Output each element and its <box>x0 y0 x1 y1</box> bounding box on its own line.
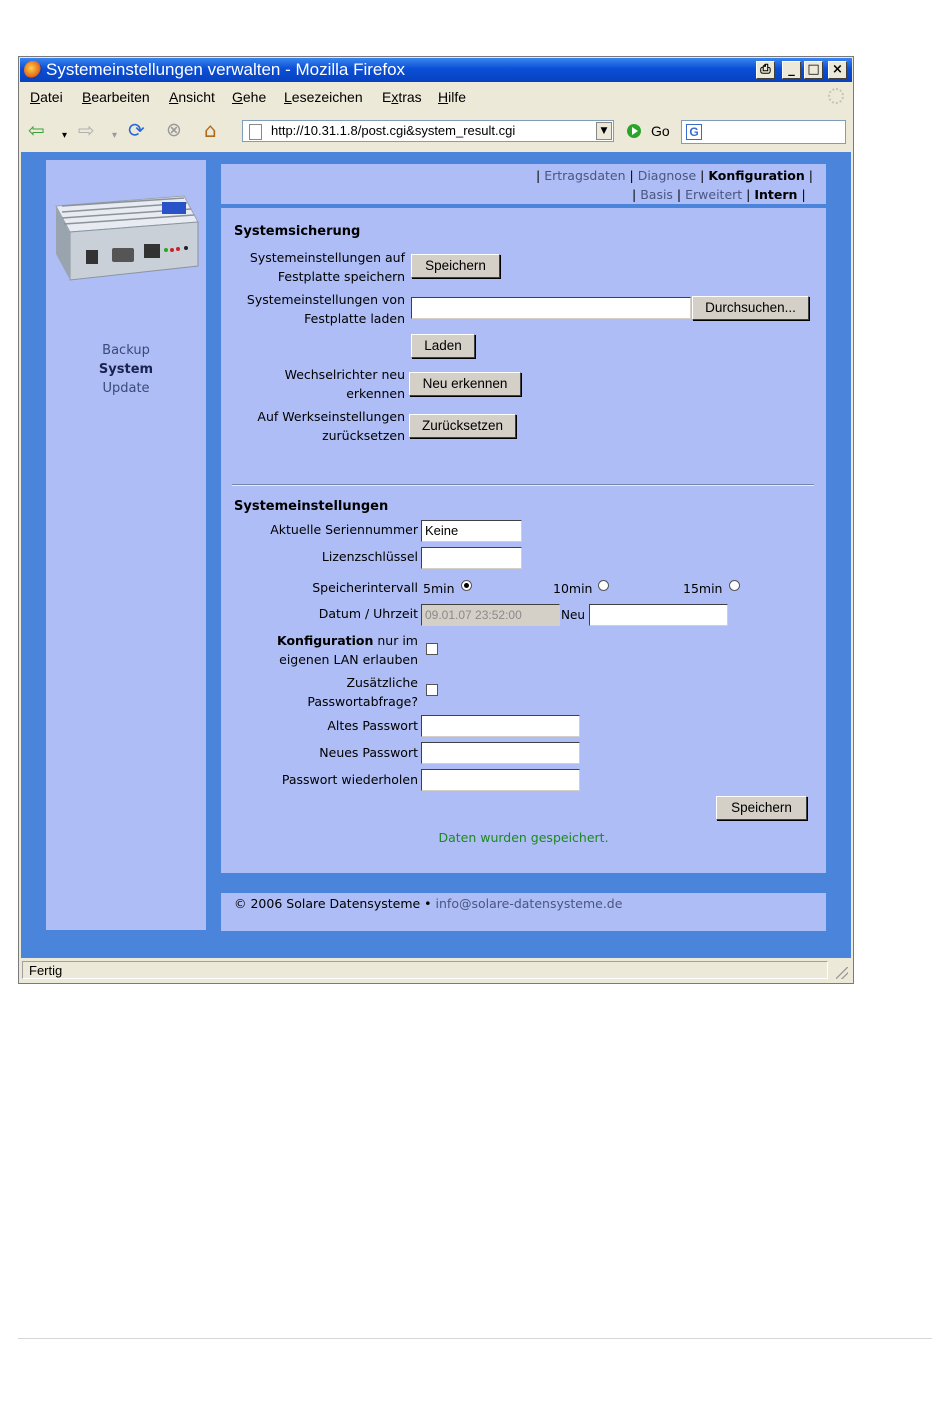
datetime-label: Datum / Uhrzeit <box>318 606 418 621</box>
footer-email-link[interactable]: info@solare-datensysteme.de <box>435 896 623 911</box>
label-line: Festplatte laden <box>304 311 405 326</box>
status-text: Fertig <box>22 961 828 979</box>
old-password-field[interactable] <box>421 715 580 737</box>
menu-bearbeiten[interactable] <box>82 89 150 105</box>
save-to-disk-label <box>220 248 405 286</box>
nav-separator: | <box>801 187 806 202</box>
repeat-password-field[interactable] <box>421 769 580 791</box>
nav-separator: | <box>676 187 682 202</box>
nav-link-diagnose[interactable]: Diagnose <box>637 168 697 183</box>
menu-lesezeichen[interactable] <box>284 89 363 105</box>
nav-separator: | <box>746 187 751 202</box>
menu-accesskey: H <box>438 89 449 105</box>
section-divider <box>232 484 814 486</box>
interval-option-5min: 5min <box>423 581 455 596</box>
copyright: © 2006 Solare Datensysteme <box>234 896 421 911</box>
save-settings-button[interactable]: Speichern <box>716 796 807 820</box>
forward-dropdown-icon[interactable]: ▾ <box>112 130 118 141</box>
search-box[interactable] <box>681 120 846 144</box>
lan-only-checkbox[interactable] <box>426 643 438 655</box>
interval-radio-10min[interactable] <box>598 580 609 591</box>
nav-link-konfiguration[interactable]: Konfiguration <box>708 168 805 183</box>
window-title: Systemeinstellungen verwalten - Mozilla Firefox <box>46 60 406 79</box>
device-image <box>52 192 200 284</box>
reload-icon[interactable]: ⟳ <box>128 118 145 142</box>
datetime-new-label: Neu <box>561 608 585 622</box>
nav-row-2 <box>632 187 806 202</box>
minimize-button[interactable]: _ <box>782 61 801 79</box>
menu-label: earbeiten <box>91 89 150 105</box>
detect-inverter-label <box>220 365 405 403</box>
load-from-disk-label <box>220 290 405 328</box>
firefox-icon <box>24 61 42 79</box>
interval-label: Speicherintervall <box>312 580 418 595</box>
serial-number-field[interactable]: Keine <box>421 520 522 542</box>
url-dropdown-icon[interactable]: ▼ <box>596 122 612 140</box>
interval-option-10min: 10min <box>553 581 593 596</box>
section-heading-systemsicherung: Systemsicherung <box>234 224 361 239</box>
go-button[interactable]: Go <box>651 123 670 139</box>
file-input[interactable] <box>411 297 691 319</box>
interval-option-15min: 15min <box>683 581 723 596</box>
label-line: erkennen <box>346 386 405 401</box>
go-icon[interactable] <box>627 124 641 138</box>
menu-accesskey: B <box>82 89 92 105</box>
menu-accesskey: G <box>232 89 243 105</box>
menu-gehe[interactable] <box>232 89 266 105</box>
menu-label: atei <box>40 89 63 105</box>
print-icon[interactable]: ⎙ <box>756 61 775 79</box>
nav-separator: | <box>536 168 541 183</box>
menu-ansicht[interactable] <box>169 89 215 105</box>
footer-text <box>234 896 622 911</box>
nav-separator: | <box>700 168 705 183</box>
new-password-label: Neues Passwort <box>319 745 418 760</box>
label-line: zurücksetzen <box>322 428 405 443</box>
menu-accesskey: L <box>284 89 292 105</box>
label-line: eigenen LAN erlauben <box>279 652 418 667</box>
label-line: Wechselrichter neu <box>284 367 405 382</box>
browse-button[interactable]: Durchsuchen... <box>692 296 809 320</box>
title-bar <box>20 58 852 82</box>
nav-link-ertragsdaten[interactable]: Ertragsdaten <box>544 168 626 183</box>
label-line: Systemeinstellungen von <box>246 292 405 307</box>
label-line: Systemeinstellungen auf <box>249 250 405 265</box>
detect-inverter-button[interactable]: Neu erkennen <box>409 372 521 396</box>
sidebar-item-system[interactable]: System <box>98 362 154 377</box>
google-icon[interactable]: G <box>686 124 702 140</box>
nav-link-basis[interactable]: Basis <box>640 187 673 202</box>
page-divider <box>18 1338 932 1339</box>
url-text: http://10.31.1.8/post.cgi&system_result.cgi <box>271 123 516 138</box>
label-line: Zusätzliche <box>346 675 418 690</box>
extra-password-label <box>220 673 418 711</box>
sidebar-item-backup[interactable]: Backup <box>102 343 150 358</box>
license-key-label: Lizenzschlüssel <box>321 549 418 564</box>
factory-reset-button[interactable]: Zurücksetzen <box>409 414 516 438</box>
nav-link-intern[interactable]: Intern <box>754 187 798 202</box>
nav-separator: | <box>632 187 637 202</box>
repeat-password-label: Passwort wiederholen <box>281 772 418 787</box>
url-bar[interactable] <box>242 120 614 142</box>
menu-label: ehe <box>242 89 267 105</box>
menu-extras[interactable] <box>382 89 422 105</box>
sidebar-item-update[interactable]: Update <box>102 381 150 396</box>
nav-link-erweitert[interactable]: Erweitert <box>685 187 743 202</box>
menu-label: esezeichen <box>291 89 363 105</box>
old-password-label: Altes Passwort <box>327 718 418 733</box>
back-dropdown-icon[interactable]: ▾ <box>62 130 68 141</box>
menu-label: ilfe <box>448 89 467 105</box>
interval-radio-15min[interactable] <box>729 580 740 591</box>
interval-radio-5min[interactable] <box>461 580 472 591</box>
forward-icon[interactable]: ⇨ <box>78 118 95 142</box>
resize-grip-icon[interactable] <box>836 967 848 979</box>
home-icon[interactable]: ⌂ <box>204 118 217 142</box>
maximize-button[interactable]: □ <box>804 61 823 79</box>
datetime-field: 09.01.07 23:52:00 <box>421 604 560 626</box>
label-line: Passwortabfrage? <box>307 694 418 709</box>
status-bar <box>20 958 852 982</box>
section-heading-systemeinstellungen: Systemeinstellungen <box>234 499 389 514</box>
label-line: Auf Werkseinstellungen <box>257 409 405 424</box>
nav-separator: | <box>629 168 634 183</box>
throbber-icon <box>828 88 844 104</box>
back-icon[interactable]: ⇦ <box>28 118 45 142</box>
nav-row-1 <box>536 168 813 183</box>
menu-accesskey: x <box>391 89 399 105</box>
menu-datei[interactable] <box>30 89 63 105</box>
page-icon <box>249 124 262 140</box>
footer-bullet: • <box>424 896 432 911</box>
status-message: Daten wurden gespeichert. <box>438 830 609 845</box>
new-password-field[interactable] <box>421 742 580 764</box>
close-button[interactable]: × <box>828 61 847 79</box>
load-button[interactable]: Laden <box>411 334 475 358</box>
label-line: Festplatte speichern <box>277 269 405 284</box>
license-key-field[interactable] <box>421 547 522 569</box>
menu-label: tras <box>398 89 422 105</box>
label-line <box>220 631 418 650</box>
menu-bar <box>20 84 852 110</box>
nav-separator: | <box>808 168 813 183</box>
datetime-new-field[interactable] <box>589 604 728 626</box>
label-rest: nur im <box>373 633 418 648</box>
menu-label: nsicht <box>178 89 215 105</box>
stop-icon[interactable]: ⊗ <box>166 119 182 141</box>
menu-accesskey: A <box>169 89 179 105</box>
factory-reset-label <box>220 407 405 445</box>
lan-only-label <box>220 631 418 669</box>
save-to-disk-button[interactable]: Speichern <box>411 254 500 278</box>
extra-password-checkbox[interactable] <box>426 684 438 696</box>
menu-accesskey: D <box>30 89 41 105</box>
menu-label-pre: E <box>382 89 392 105</box>
label-bold: Konfiguration <box>276 633 374 648</box>
serial-number-label: Aktuelle Seriennummer <box>270 522 418 537</box>
menu-hilfe[interactable] <box>438 89 466 105</box>
